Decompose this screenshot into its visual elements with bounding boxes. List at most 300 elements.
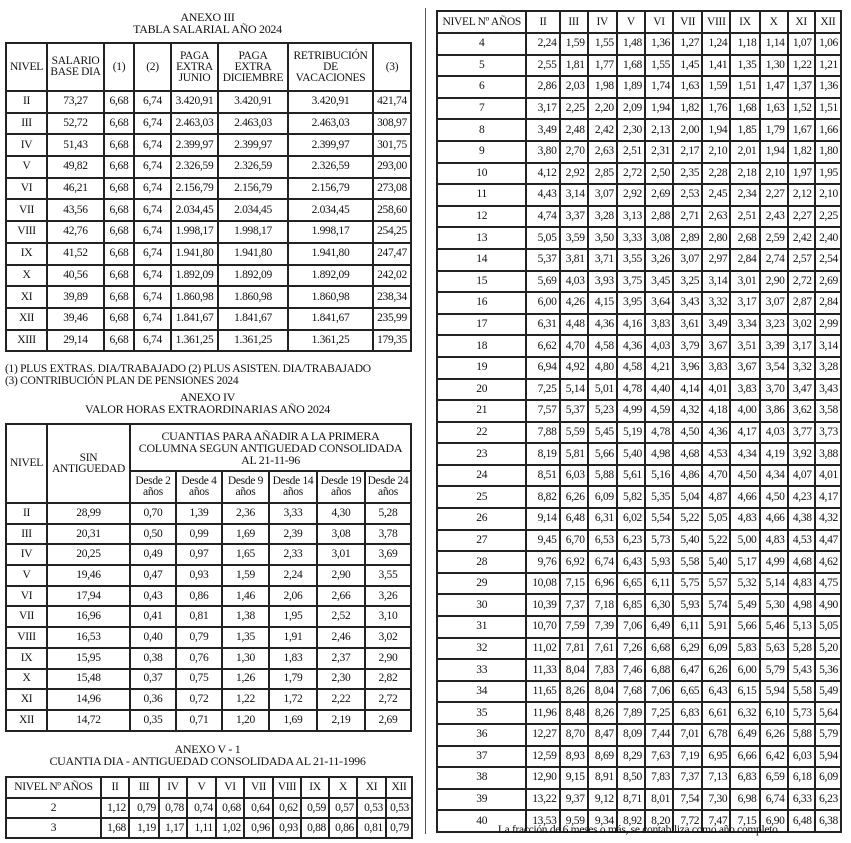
table-cell: 1.860,98 [288, 286, 373, 308]
table-cell: 6,26 [560, 486, 588, 508]
table-cell: 6,68 [104, 243, 134, 265]
table-cell: 0,93 [273, 818, 301, 838]
table-cell: 6,68 [104, 178, 134, 200]
column-header: XII [815, 11, 841, 33]
table-cell: 1,89 [617, 76, 645, 98]
row-label: 24 [437, 465, 526, 487]
row-label: 34 [437, 681, 526, 703]
table-row [437, 379, 841, 401]
table-cell: 5,49 [815, 681, 841, 703]
column-header: Desde 24 años [365, 471, 411, 503]
table-row [6, 265, 411, 287]
table-cell: 0,37 [130, 669, 176, 690]
table-cell: 6,98 [730, 789, 759, 811]
table-cell: 2,89 [673, 227, 702, 249]
table-cell: 9,76 [526, 551, 559, 573]
table-cell: 8,51 [526, 465, 559, 487]
table-cell: 2,51 [617, 141, 645, 163]
table-cell: 2.034,45 [218, 199, 288, 221]
table-cell: 0,70 [130, 503, 176, 524]
table-cell: 4,70 [702, 465, 730, 487]
anexo3-subtitle: TABLA SALARIAL AÑO 2024 [133, 22, 282, 36]
table-cell: 5,36 [815, 659, 841, 681]
table-cell: 7,26 [617, 638, 645, 660]
table-cell: 1,95 [269, 606, 317, 627]
row-label: 27 [437, 530, 526, 552]
table-cell: 7,68 [617, 681, 645, 703]
row-label: 18 [437, 335, 526, 357]
table-cell: 5,40 [673, 530, 702, 552]
table-cell: 5,93 [673, 594, 702, 616]
table-cell: 4,83 [788, 573, 815, 595]
table-cell: 2,10 [702, 141, 730, 163]
table-cell: 7,47 [702, 810, 730, 832]
table-cell: 6,68 [104, 134, 134, 156]
table-cell: 20,31 [47, 524, 130, 545]
table-cell: 2.463,03 [218, 113, 288, 135]
table-cell: 28,99 [47, 503, 130, 524]
table-cell: 6,00 [730, 659, 759, 681]
table-cell: 1,67 [788, 119, 815, 141]
table-cell: 3,71 [588, 249, 617, 271]
table-row [437, 314, 841, 336]
table-cell: 3,78 [365, 524, 411, 545]
table-cell: 6,15 [730, 681, 759, 703]
table-cell: 7,81 [560, 638, 588, 660]
table-cell: 14,72 [47, 710, 130, 731]
table-cell: 3,83 [730, 379, 759, 401]
table-cell: 1,83 [269, 648, 317, 669]
table-cell: 73,27 [47, 91, 104, 113]
column-header: IX [301, 777, 329, 798]
table-cell: 3.420,91 [218, 91, 288, 113]
table-cell: 6,68 [104, 286, 134, 308]
row-label: 17 [437, 314, 526, 336]
table-cell: 2,69 [645, 184, 673, 206]
table-cell: 1,19 [129, 818, 159, 838]
table-cell: 3,64 [645, 292, 673, 314]
table-cell: 4,90 [815, 594, 841, 616]
table-cell: 5,66 [730, 616, 759, 638]
table-cell: 1.941,80 [218, 243, 288, 265]
table-row [6, 503, 411, 524]
table-cell: 0,68 [216, 798, 244, 818]
table-cell: 12,59 [526, 746, 559, 768]
table-cell: 5,88 [788, 724, 815, 746]
table-cell: 1,76 [702, 98, 730, 120]
table-cell: 3,10 [365, 606, 411, 627]
row-label: VIII [6, 221, 47, 243]
table-cell: 0,79 [386, 818, 412, 838]
table-cell: 14,96 [47, 689, 130, 710]
table-cell: 4,34 [730, 443, 759, 465]
table-row [437, 659, 841, 681]
table-row [437, 76, 841, 98]
table-cell: 242,02 [373, 265, 411, 287]
table-cell: 6,74 [134, 134, 171, 156]
table-cell: 15,95 [47, 648, 130, 669]
table-cell: 4,23 [788, 486, 815, 508]
table-cell: 2.463,03 [288, 113, 373, 135]
table-cell: 7,57 [526, 400, 559, 422]
table-cell: 3,80 [526, 141, 559, 163]
table-cell: 3,28 [588, 206, 617, 228]
table-cell: 0,50 [130, 524, 176, 545]
table-cell: 2,86 [526, 76, 559, 98]
table-cell: 49,82 [47, 156, 104, 178]
column-header: Desde 4 años [176, 471, 222, 503]
table-row [6, 330, 411, 352]
table-cell: 2,37 [317, 648, 365, 669]
row-label: 8 [437, 119, 526, 141]
table-cell: 6,09 [815, 767, 841, 789]
table-cell: 5,35 [645, 486, 673, 508]
column-header: VI [216, 777, 244, 798]
table-cell: 6,62 [526, 335, 559, 357]
table-cell: 4,58 [588, 335, 617, 357]
table-cell: 17,94 [47, 586, 130, 607]
table-cell: 1,77 [588, 55, 617, 77]
table-cell: 1,27 [673, 33, 702, 55]
table-cell: 5,79 [760, 659, 788, 681]
table-cell: 6,11 [673, 616, 702, 638]
table-cell: 6,68 [104, 156, 134, 178]
table-cell: 1.361,25 [171, 330, 218, 352]
table-cell: 3,17 [526, 98, 559, 120]
table-cell: 2,30 [317, 669, 365, 690]
column-header: VIII [702, 11, 730, 33]
table-cell: 3,49 [702, 314, 730, 336]
table-cell: 5,91 [702, 616, 730, 638]
table-cell: 3,34 [730, 314, 759, 336]
table-cell: 2,28 [702, 163, 730, 185]
table-cell: 16,96 [47, 606, 130, 627]
table-cell: 3,45 [645, 271, 673, 293]
table-cell: 5,54 [645, 508, 673, 530]
table-row [437, 789, 841, 811]
anexo3-heading [5, 11, 410, 35]
table-cell: 6,92 [560, 551, 588, 573]
row-label: VIII [6, 627, 47, 648]
table-cell: 1,06 [815, 33, 841, 55]
table-cell: 5,22 [673, 508, 702, 530]
table-cell: 6,26 [760, 724, 788, 746]
table-cell: 4,17 [730, 422, 759, 444]
table-row [437, 335, 841, 357]
table-cell: 2,24 [526, 33, 559, 55]
table-cell: 4,18 [702, 400, 730, 422]
table-cell: 6,61 [702, 702, 730, 724]
table-cell: 2,71 [673, 206, 702, 228]
table-cell: 4,80 [588, 357, 617, 379]
table-cell: 1,55 [588, 33, 617, 55]
table-row [437, 508, 841, 530]
table-cell: 4,99 [617, 400, 645, 422]
table-cell: 2,48 [560, 119, 588, 141]
table-cell: 0,41 [130, 606, 176, 627]
table-cell: 8,26 [560, 681, 588, 703]
table-cell: 2.156,79 [288, 178, 373, 200]
table-cell: 0,53 [386, 798, 412, 818]
table-cell: 6,74 [134, 113, 171, 135]
table-cell: 3,02 [788, 314, 815, 336]
table-cell: 5,75 [673, 573, 702, 595]
table-row [437, 119, 841, 141]
table-cell: 2,99 [815, 314, 841, 336]
table-cell: 1,36 [645, 33, 673, 55]
table-cell: 1.841,67 [288, 308, 373, 330]
table-cell: 5,00 [730, 530, 759, 552]
table-cell: 2,36 [222, 503, 269, 524]
row-label: 29 [437, 573, 526, 595]
table-cell: 11,96 [526, 702, 559, 724]
table-cell: 4,47 [815, 530, 841, 552]
table-cell: 6,48 [788, 810, 815, 832]
table-cell: 1,30 [222, 648, 269, 669]
table-cell: 2,27 [788, 206, 815, 228]
table-cell: 1,35 [222, 627, 269, 648]
table-cell: 4,16 [617, 314, 645, 336]
table-cell: 4,98 [645, 443, 673, 465]
row-label: 19 [437, 357, 526, 379]
row-label: VII [6, 199, 47, 221]
table-cell: 4,12 [526, 163, 559, 185]
table-cell: 6,42 [760, 746, 788, 768]
table-row [437, 357, 841, 379]
table-cell: 5,45 [588, 422, 617, 444]
table-cell: 2,20 [588, 98, 617, 120]
table-cell: 4,50 [673, 422, 702, 444]
table-cell: 8,70 [560, 724, 588, 746]
table-cell: 4,43 [526, 184, 559, 206]
table-cell: 273,08 [373, 178, 411, 200]
table-cell: 2.399,97 [171, 134, 218, 156]
row-label: 15 [437, 271, 526, 293]
table-cell: 0,40 [130, 627, 176, 648]
table-cell: 2,13 [645, 119, 673, 141]
column-header: Desde 2 años [130, 471, 176, 503]
table-cell: 5,13 [788, 616, 815, 638]
table-cell: 1,35 [730, 55, 759, 77]
table-cell: 3,07 [760, 292, 788, 314]
table-cell: 7,88 [526, 422, 559, 444]
table-cell: 0,79 [176, 627, 222, 648]
row-label: V [6, 565, 47, 586]
column-header: IV [159, 777, 187, 798]
table-row [6, 818, 412, 838]
table-cell: 1,36 [815, 76, 841, 98]
table-cell: 4,68 [788, 551, 815, 573]
table-cell: 1,07 [788, 33, 815, 55]
table-cell: 6,74 [134, 91, 171, 113]
table-cell: 8,47 [588, 724, 617, 746]
table-cell: 5,57 [702, 573, 730, 595]
table-cell: 5,14 [560, 379, 588, 401]
table-cell: 1.941,80 [288, 243, 373, 265]
table-cell: 0,96 [244, 818, 273, 838]
table-cell: 0,86 [176, 586, 222, 607]
table-row [437, 400, 841, 422]
table-cell: 3,17 [788, 335, 815, 357]
table-cell: 6,68 [104, 91, 134, 113]
table-cell: 2.399,97 [288, 134, 373, 156]
row-label: 28 [437, 551, 526, 573]
table-cell: 3,88 [815, 443, 841, 465]
column-header: Desde 19 años [317, 471, 365, 503]
table-cell: 7,61 [588, 638, 617, 660]
table-cell: 6,23 [617, 530, 645, 552]
table-row [6, 689, 411, 710]
table-cell: 1,79 [269, 669, 317, 690]
table-row [437, 33, 841, 55]
table-row [6, 221, 411, 243]
table-cell: 1,82 [673, 98, 702, 120]
table-cell: 1,14 [760, 33, 788, 55]
anexo3-title: ANEXO III [180, 10, 235, 24]
table-cell: 2,17 [673, 141, 702, 163]
table-cell: 7,25 [645, 702, 673, 724]
table-cell: 7,59 [560, 616, 588, 638]
table-cell: 6,90 [760, 810, 788, 832]
column-header: PAGA EXTRA DICIEMBRE [218, 43, 288, 91]
table-cell: 4,32 [815, 508, 841, 530]
table-cell: 2,30 [617, 119, 645, 141]
table-cell: 2,57 [788, 249, 815, 271]
table-cell: 6,96 [588, 573, 617, 595]
table-cell: 8,50 [617, 767, 645, 789]
table-cell: 2,51 [730, 206, 759, 228]
table-cell: 6,78 [702, 724, 730, 746]
table-row [437, 292, 841, 314]
table-cell: 7,25 [526, 379, 559, 401]
column-header: NIVEL Nº AÑOS [6, 777, 101, 798]
table-cell: 6,33 [788, 789, 815, 811]
table-cell: 1,26 [222, 669, 269, 690]
table-cell: 0,71 [176, 710, 222, 731]
table-cell: 6,49 [730, 724, 759, 746]
table-cell: 4,66 [760, 508, 788, 530]
table-cell: 1,79 [760, 119, 788, 141]
table-cell: 0,62 [273, 798, 301, 818]
table-cell: 258,60 [373, 199, 411, 221]
table-cell: 1,21 [815, 55, 841, 77]
row-label: 40 [437, 810, 526, 832]
anexo4-title: ANEXO IV [179, 390, 236, 404]
table-cell: 1,69 [269, 710, 317, 731]
table-cell: 8,29 [617, 746, 645, 768]
table-cell: 6,09 [588, 486, 617, 508]
table-cell: 3,69 [365, 544, 411, 565]
table-cell: 2,03 [560, 76, 588, 98]
table-cell: 2,01 [730, 141, 759, 163]
column-header: VIII [273, 777, 301, 798]
row-label: III [6, 113, 47, 135]
table-cell: 1,17 [159, 818, 187, 838]
column-header: (3) [373, 43, 411, 91]
table-cell: 4,70 [560, 335, 588, 357]
table-cell: 5,22 [702, 530, 730, 552]
table-cell: 7,15 [560, 573, 588, 595]
table-cell: 5,37 [560, 400, 588, 422]
table-cell: 5,61 [617, 465, 645, 487]
table-cell: 2,09 [617, 98, 645, 120]
table-cell: 3,43 [673, 292, 702, 314]
table-cell: 5,23 [588, 400, 617, 422]
row-label: 38 [437, 767, 526, 789]
table-cell: 5,17 [730, 551, 759, 573]
table-cell: 1.841,67 [171, 308, 218, 330]
table-cell: 4,66 [730, 486, 759, 508]
table-cell: 1,41 [702, 55, 730, 77]
table-cell: 51,43 [47, 134, 104, 156]
column-header: V [617, 11, 645, 33]
table-row [437, 530, 841, 552]
table-cell: 8,04 [560, 659, 588, 681]
table-cell: 43,56 [47, 199, 104, 221]
table-cell: 2,31 [645, 141, 673, 163]
table-cell: 5,40 [702, 551, 730, 573]
table-cell: 3,55 [617, 249, 645, 271]
table-cell: 5,73 [788, 702, 815, 724]
table-cell: 1,68 [730, 98, 759, 120]
table-cell: 2,69 [815, 271, 841, 293]
table-cell: 1,94 [702, 119, 730, 141]
table-cell: 12,90 [526, 767, 559, 789]
table-row [437, 227, 841, 249]
note-2: (3) CONTRIBUCIÓN PLAN DE PENSIONES 2024 [5, 375, 239, 387]
table-cell: 0,76 [176, 648, 222, 669]
table-cell: 0,72 [176, 689, 222, 710]
table-cell: 39,46 [47, 308, 104, 330]
table-cell: 2,85 [588, 163, 617, 185]
table-cell: 4,07 [788, 465, 815, 487]
table-cell: 6,68 [104, 330, 134, 352]
table-cell: 2,66 [317, 586, 365, 607]
table-row [6, 178, 411, 200]
table-cell: 1,74 [645, 76, 673, 98]
table-cell: 11,65 [526, 681, 559, 703]
row-label: 11 [437, 184, 526, 206]
column-header: RETRIBUCIÓN DE VACACIONES [288, 43, 373, 91]
table-cell: 2,42 [788, 227, 815, 249]
table-cell: 7,39 [588, 616, 617, 638]
table-cell: 5,28 [788, 638, 815, 660]
column-header: NIVEL [6, 43, 47, 91]
table-cell: 5,64 [815, 702, 841, 724]
row-label: V [6, 156, 47, 178]
table-cell: 293,00 [373, 156, 411, 178]
table-cell: 4,48 [560, 314, 588, 336]
column-header: Desde 9 años [222, 471, 269, 503]
table-cell: 2,72 [365, 689, 411, 710]
table-cell: 2,53 [673, 184, 702, 206]
table-cell: 3,59 [560, 227, 588, 249]
table-cell: 3,77 [788, 422, 815, 444]
table-cell: 5,79 [815, 724, 841, 746]
table-cell: 8,92 [617, 810, 645, 832]
table-cell: 5,30 [760, 594, 788, 616]
table-cell: 4,98 [788, 594, 815, 616]
table-cell: 6,74 [134, 221, 171, 243]
table-cell: 235,99 [373, 308, 411, 330]
column-header: VII [673, 11, 702, 33]
table-cell: 5,88 [588, 465, 617, 487]
column-header: XI [357, 777, 386, 798]
table-cell: 4,40 [645, 379, 673, 401]
table-cell: 421,74 [373, 91, 411, 113]
table-cell: 1,66 [815, 119, 841, 141]
table-cell: 4,86 [673, 465, 702, 487]
